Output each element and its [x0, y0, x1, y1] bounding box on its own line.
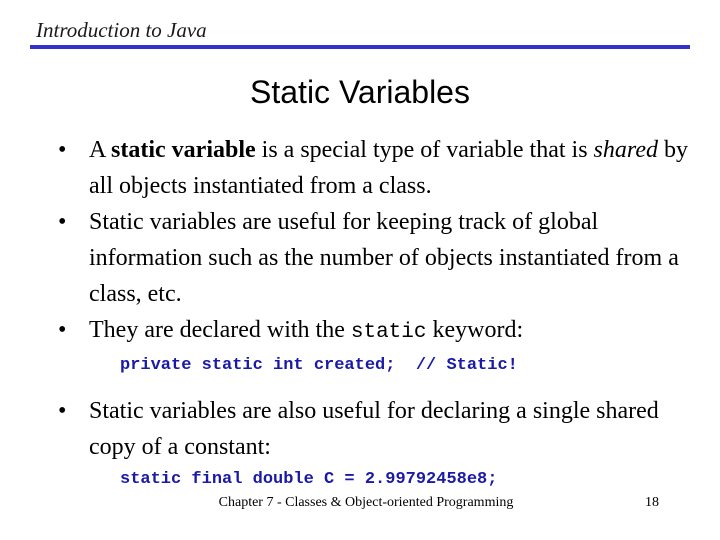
slide-body	[58, 132, 698, 495]
header-title: Introduction to Java	[36, 18, 207, 42]
bullet-1-text-2: is a special type of variable that is	[255, 137, 594, 163]
bullet-1-italic-term: shared	[593, 137, 658, 163]
bullet-dot-icon: •	[58, 137, 67, 163]
footer-chapter: Chapter 7 - Classes & Object-oriented Programming	[218, 495, 514, 510]
bullet-3-text-2: keyword:	[426, 317, 524, 343]
bullet-1-text-1: A	[89, 137, 112, 163]
static-keyword: static	[350, 321, 427, 344]
slide-title: Static Variables	[250, 74, 470, 110]
bullet-4	[58, 393, 698, 465]
bullet-dot-icon: •	[58, 209, 67, 235]
code-line-2: static final double C = 2.99792458e8;	[120, 470, 498, 489]
bullet-2	[58, 204, 698, 312]
bullet-dot-icon: •	[58, 317, 67, 343]
page-number: 18	[645, 495, 659, 510]
bullet-dot-icon: •	[58, 398, 67, 424]
bullet-1-text-3: by all objects instantiated from a class.	[89, 137, 688, 199]
bullet-1	[58, 132, 698, 204]
bullet-2-text: Static variables are useful for keeping track of global information such as the number of objects instantiated from a class, etc.	[89, 209, 679, 307]
header-rule	[30, 45, 690, 49]
bullet-4-text: Static variables are also useful for declaring a single shared copy of a constant:	[89, 398, 659, 460]
code-line-1: private static int created; // Static!	[120, 356, 518, 375]
bullet-3-text-1: They are declared with the	[89, 317, 351, 343]
bullet-1-bold-term: static variable	[111, 137, 256, 163]
bullet-3	[58, 312, 698, 351]
